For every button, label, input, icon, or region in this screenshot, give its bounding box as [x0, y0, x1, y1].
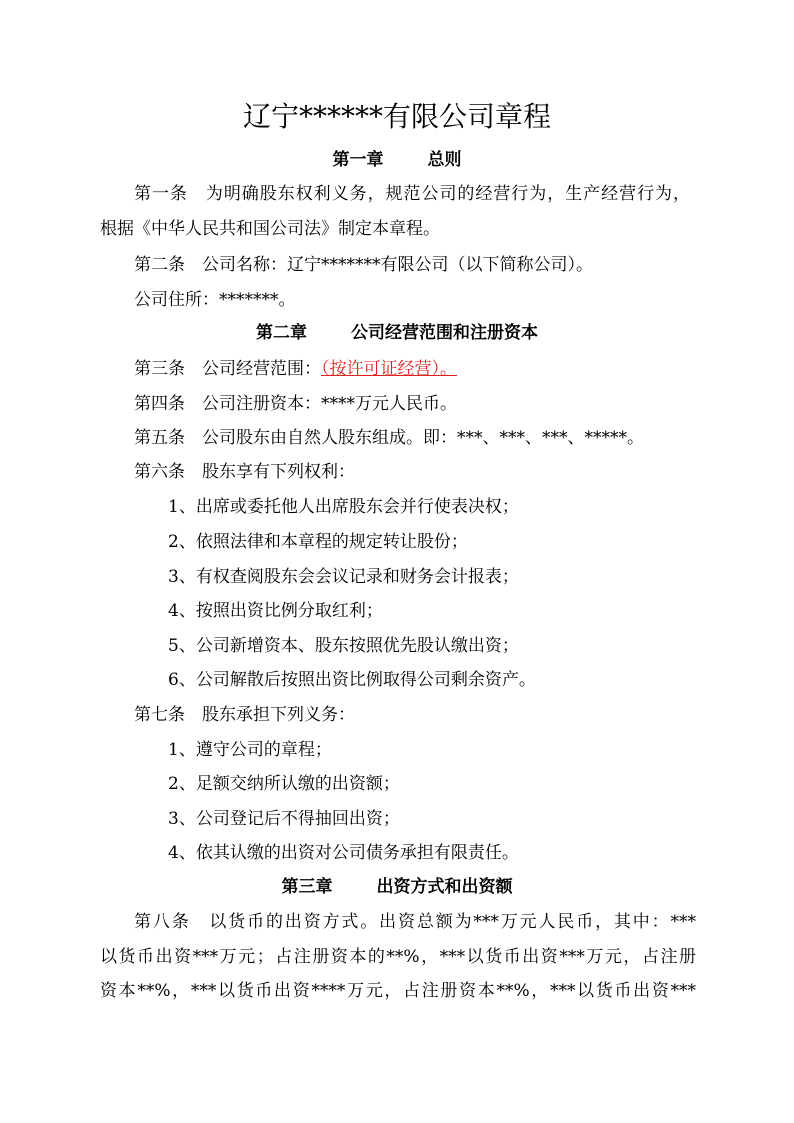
article-3-highlight: （按许可证经营）。 [321, 359, 457, 379]
article-2 [134, 255, 593, 275]
chapter-3-heading [0, 877, 794, 897]
article-4-text: 公司注册资本：****万元人民币。 [202, 394, 457, 414]
article-6 [134, 462, 355, 482]
article-6-item: 3、有权查阅股东会会议记录和财务会计报表； [168, 567, 519, 587]
article-6-item: 4、按照出资比例分取红利； [168, 601, 383, 621]
document-title: 辽宁******有限公司章程 [242, 100, 551, 133]
article-6-item: 5、公司新增资本、股东按照优先股认缴出资； [168, 636, 519, 656]
article-1-text-1: 为明确股东权利义务，规范公司的经营行为，生产经营行为， [204, 184, 691, 204]
article-3-label: 公司经营范围： [202, 359, 321, 379]
article-8-number: 第八条 [134, 912, 191, 932]
article-8-line-3: 资本**%，***以货币出资****万元，占注册资本**%，***以货币出资*** [100, 981, 696, 1001]
article-6-item: 2、依照法律和本章程的规定转让股份； [168, 532, 468, 552]
chapter-3-number: 第三章 [281, 877, 333, 897]
article-8-line-1 [134, 912, 696, 932]
chapter-2-heading [0, 323, 794, 343]
article-6-item: 1、出席或委托他人出席股东会并行使表决权； [168, 497, 519, 517]
article-7-item: 3、公司登记后不得抽回出资； [168, 809, 400, 829]
chapter-1-name: 总则 [427, 150, 462, 170]
chapter-2-name: 公司经营范围和注册资本 [351, 323, 538, 343]
article-5-number: 第五条 [134, 428, 185, 448]
article-7-text: 股东承担下列义务： [202, 705, 355, 725]
article-7-item: 4、依其认缴的出资对公司债务承担有限责任。 [168, 843, 519, 863]
chapter-3-name: 出资方式和出资额 [376, 877, 513, 897]
article-7-item: 1、遵守公司的章程； [168, 740, 332, 760]
chapter-1-number: 第一章 [332, 150, 384, 170]
article-1-line-2: 根据《中华人民共和国公司法》制定本章程。 [100, 219, 440, 239]
article-4-number: 第四条 [134, 394, 185, 414]
article-2-number: 第二条 [134, 255, 185, 275]
article-6-item: 6、公司解散后按照出资比例取得公司剩余资产。 [168, 670, 536, 690]
company-address: 公司住所：*******。 [134, 290, 296, 310]
article-6-number: 第六条 [134, 462, 185, 482]
article-8-line-2: 以货币出资***万元；占注册资本的**%，***以货币出资***万元，占注册 [100, 947, 696, 967]
article-3 [134, 359, 457, 379]
article-4 [134, 394, 457, 414]
article-7-number: 第七条 [134, 705, 185, 725]
article-1-line-1 [134, 184, 690, 204]
chapter-1-heading [0, 150, 794, 170]
article-5 [134, 428, 644, 448]
article-3-number: 第三条 [134, 359, 185, 379]
article-6-text: 股东享有下列权利： [202, 462, 355, 482]
article-7-item: 2、足额交纳所认缴的出资额； [168, 774, 400, 794]
chapter-2-number: 第二章 [256, 323, 307, 343]
article-8-text-1: 以货币的出资方式。出资总额为***万元人民币，其中：*** [207, 912, 697, 932]
article-1-number: 第一条 [134, 184, 188, 204]
article-7 [134, 705, 355, 725]
article-5-text: 公司股东由自然人股东组成。即：***、***、***、*****。 [202, 428, 644, 448]
article-2-text: 公司名称：辽宁*******有限公司（以下简称公司）。 [202, 255, 593, 275]
